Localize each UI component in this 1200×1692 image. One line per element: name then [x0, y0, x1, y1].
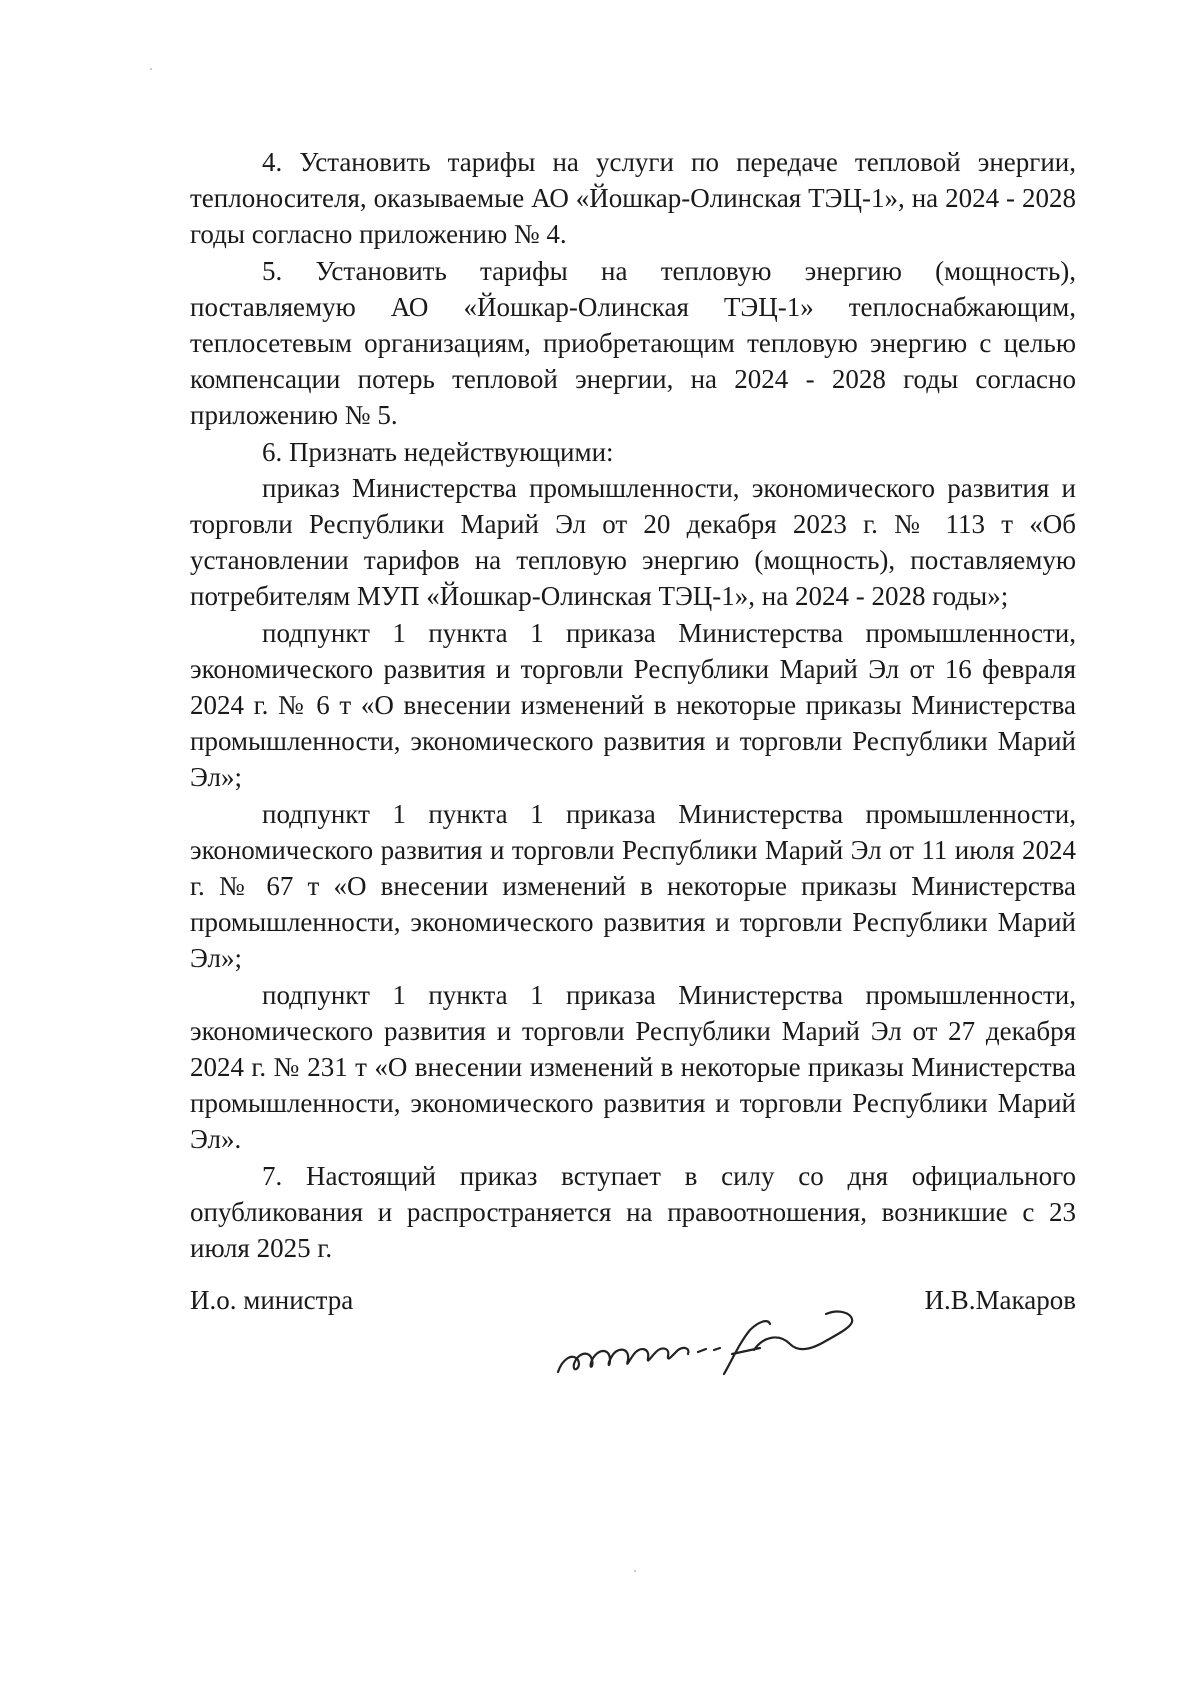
scan-artifact-bottom	[634, 1570, 636, 1572]
signature-stroke-dash-1	[698, 1349, 706, 1352]
document-body	[190, 144, 1076, 1266]
paragraph-item-5: 5. Установить тарифы на тепловую энергию (мощность), поставляемую АО «Йошкар-Олинская ТЭЦ-1» теплоснабжающим, теплосетевым организациям, приобретающим тепловую энергию с целью компенсации потерь тепловой энергии, на 2024 - 2028 годы согласно приложению № 5.	[190, 255, 1076, 431]
signatory-title: И.о. министра	[190, 1285, 354, 1315]
signature-stroke-dash-2	[714, 1348, 720, 1350]
paragraph-item-6: 6. Признать недействующими:	[262, 436, 614, 467]
repealed-subclause-dec-2024: подпункт 1 пункта 1 приказа Министерства промышленности, экономического развития и торговли Республики Марий Эл от 27 декабря 2024 г. № 231 т «О внесении изменений в некоторые приказы Министерства промышленности, экономического развития и торговли Республики Марий Эл».	[190, 979, 1076, 1155]
repealed-subclause-feb-2024: подпункт 1 пункта 1 приказа Министерства промышленности, экономического развития и торговли Республики Марий Эл от 16 февраля 2024 г. № 6 т «О внесении изменений в некоторые приказы Министерства промышленности, экономического развития и торговли Республики Марий Эл»;	[190, 617, 1076, 793]
handwritten-signature	[548, 1302, 898, 1386]
paragraph-item-4: 4. Установить тарифы на услуги по передаче тепловой энергии, теплоносителя, оказываемые АО «Йошкар-Олинская ТЭЦ-1», на 2024 - 2028 годы согласно приложению № 4.	[190, 147, 1076, 250]
scan-artifact-top	[150, 68, 152, 70]
signature-stroke-loops	[558, 1348, 688, 1372]
paragraph-item-7: 7. Настоящий приказ вступает в силу со дня официального опубликования и распространяется на правоотношения, возникшие с 23 июля 2025 г.	[190, 1160, 1076, 1264]
signature-stroke-final	[724, 1312, 852, 1374]
repealed-order-2023: приказ Министерства промышленности, экономического развития и торговли Республики Марий Эл от 20 декабря 2023 г. № 113 т «Об установлении тарифов на тепловую энергию (мощность), поставляемую потребителям МУП «Йошкар-Олинская ТЭЦ-1», на 2024 - 2028 годы»;	[190, 472, 1076, 612]
repealed-subclause-jul-2024: подпункт 1 пункта 1 приказа Министерства промышленности, экономического развития и торговли Республики Марий Эл от 11 июля 2024 г. № 67 т «О внесении изменений в некоторые приказы Министерства промышленности, экономического развития и торговли Республики Марий Эл»;	[190, 798, 1076, 974]
signatory-name: И.В.Макаров	[924, 1285, 1076, 1315]
